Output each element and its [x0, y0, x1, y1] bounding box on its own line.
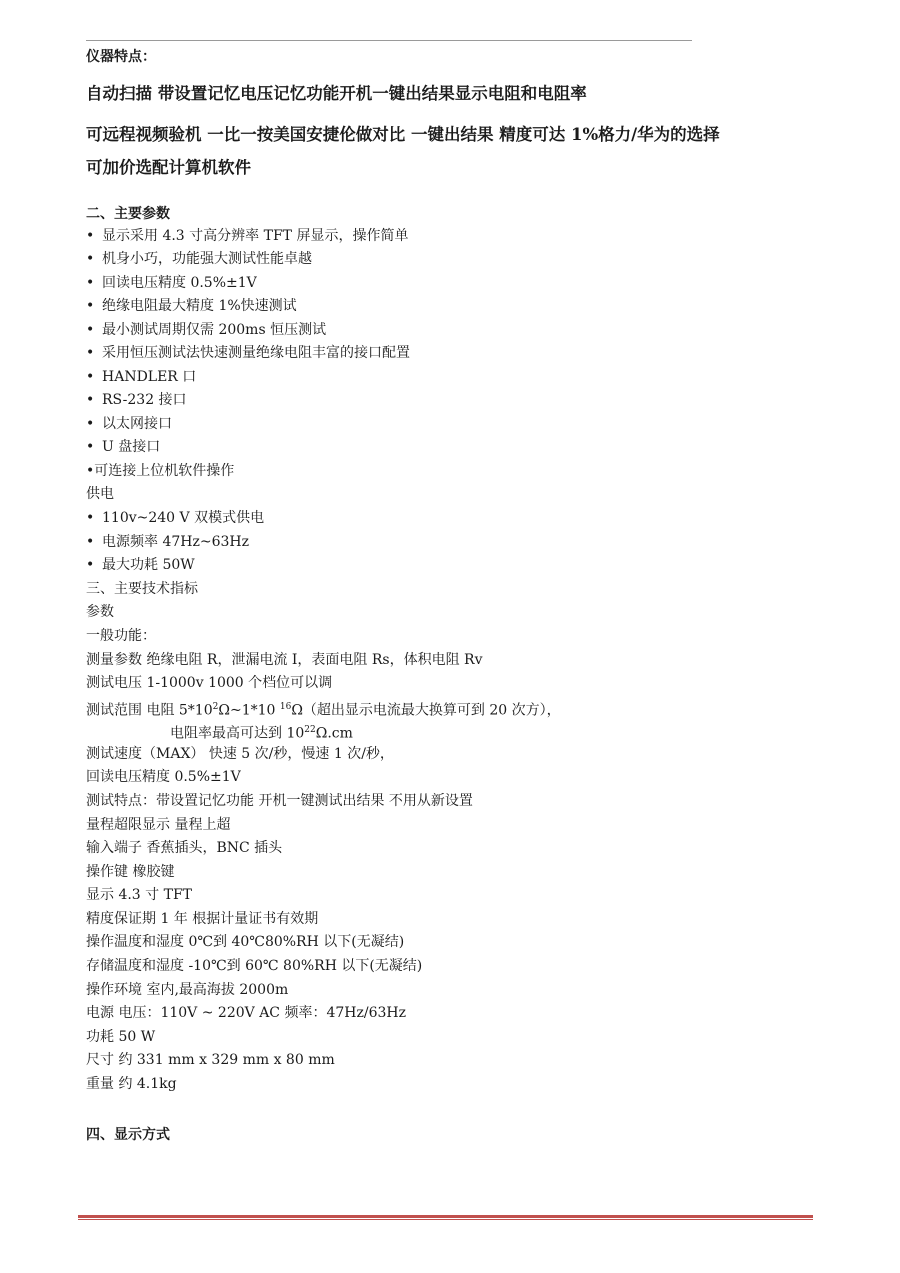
list-item: • HANDLER 口: [86, 369, 197, 385]
spec-line: 显示 4.3 寸 TFT: [86, 887, 193, 903]
power-label: 供电: [86, 486, 114, 502]
footer-rule-thin: [78, 1219, 813, 1220]
bullet-icon: •: [86, 439, 95, 455]
spec-line: 测试速度（MAX） 快速 5 次/秒，慢速 1 次/秒，: [86, 746, 394, 762]
feature-line-1: 自动扫描 带设置记忆电压记忆功能开机一键出结果显示电阻和电阻率: [86, 84, 587, 103]
bullet-icon: •: [86, 392, 95, 408]
software-line: •可连接上位机软件操作: [86, 463, 235, 479]
spec-line: 测试特点：带设置记忆功能 开机一键测试出结果 不用从新设置: [86, 793, 473, 809]
spec-line: 功耗 50 W: [86, 1029, 156, 1045]
spec-line: 尺寸 约 331 mm x 329 mm x 80 mm: [86, 1052, 335, 1068]
bullet-icon: •: [86, 534, 95, 550]
measure-params: 测量参数 绝缘电阻 R，泄漏电流 I，表面电阻 Rs，体积电阻 Rv: [86, 652, 483, 668]
spec-line: 操作键 橡胶键: [86, 864, 175, 880]
feature-line-3: 可加价选配计算机软件: [86, 158, 251, 177]
footer-rule: [78, 1215, 813, 1218]
list-item: • 绝缘电阻最大精度 1%快速测试: [86, 298, 297, 314]
section-title-display: 四、显示方式: [86, 1127, 170, 1143]
spec-line: 存储温度和湿度 -10℃到 60℃ 80%RH 以下(无凝结): [86, 958, 423, 974]
spec-line: 操作温度和湿度 0℃到 40℃80%RH 以下(无凝结): [86, 934, 405, 950]
bullet-icon: •: [86, 345, 95, 361]
list-item: • 显示采用 4.3 寸高分辨率 TFT 屏显示，操作简单: [86, 228, 409, 244]
section-title-tech-specs: 三、主要技术指标: [86, 581, 198, 597]
general-label: 一般功能：: [86, 628, 156, 644]
bullet-icon: •: [86, 251, 95, 267]
bullet-icon: •: [86, 298, 95, 314]
spec-line: 操作环境 室内,最高海拔 2000m: [86, 982, 289, 998]
list-item: • 110v~240 V 双模式供电: [86, 510, 265, 526]
spec-line: 输入端子 香蕉插头，BNC 插头: [86, 840, 283, 856]
spec-line: 重量 约 4.1kg: [86, 1076, 177, 1092]
bullet-icon: •: [86, 416, 95, 432]
list-item: • 以太网接口: [86, 416, 172, 432]
list-item: • 电源频率 47Hz~63Hz: [86, 534, 249, 550]
spec-line: 量程超限显示 量程上超: [86, 817, 231, 833]
test-range: 测试范围 电阻 $5*10^2\Omega\sim 1*10$ $^{16}$Ω（超出显示电流最大换算可到 20 次方），: [86, 702, 561, 719]
bullet-icon: •: [86, 369, 95, 385]
header-label: 仪器特点：: [86, 49, 156, 65]
test-voltage: 测试电压 1-1000v 1000 个档位可以调: [86, 675, 333, 691]
feature-line-2: 可远程视频验机 一比一按美国安捷伦做对比 一键出结果 精度可达 1%格力/华为的选择: [86, 125, 720, 144]
list-item: • 最大功耗 50W: [86, 557, 195, 573]
spec-line: 精度保证期 1 年 根据计量证书有效期: [86, 911, 319, 927]
list-item: • 回读电压精度 0.5%±1V: [86, 275, 257, 291]
section-title-main-params: 二、主要参数: [86, 206, 170, 222]
list-item: • U 盘接口: [86, 439, 161, 455]
bullet-icon: •: [86, 322, 95, 338]
bullet-icon: •: [86, 228, 95, 244]
top-rule: [86, 40, 692, 41]
bullet-icon: •: [86, 275, 95, 291]
resistivity-line: 电阻率最高可达到 $10^{22}\Omega.cm$: [170, 725, 353, 742]
spec-line: 回读电压精度 0.5%±1V: [86, 769, 241, 785]
params-label: 参数: [86, 604, 114, 620]
spec-line: 电源 电压：110V ~ 220V AC 频率：47Hz/63Hz: [86, 1005, 406, 1021]
list-item: • RS-232 接口: [86, 392, 187, 408]
bullet-icon: •: [86, 510, 95, 526]
list-item: • 采用恒压测试法快速测量绝缘电阻丰富的接口配置: [86, 345, 410, 361]
list-item: • 最小测试周期仅需 200ms 恒压测试: [86, 322, 327, 338]
list-item: • 机身小巧，功能强大测试性能卓越: [86, 251, 312, 267]
bullet-icon: •: [86, 557, 95, 573]
